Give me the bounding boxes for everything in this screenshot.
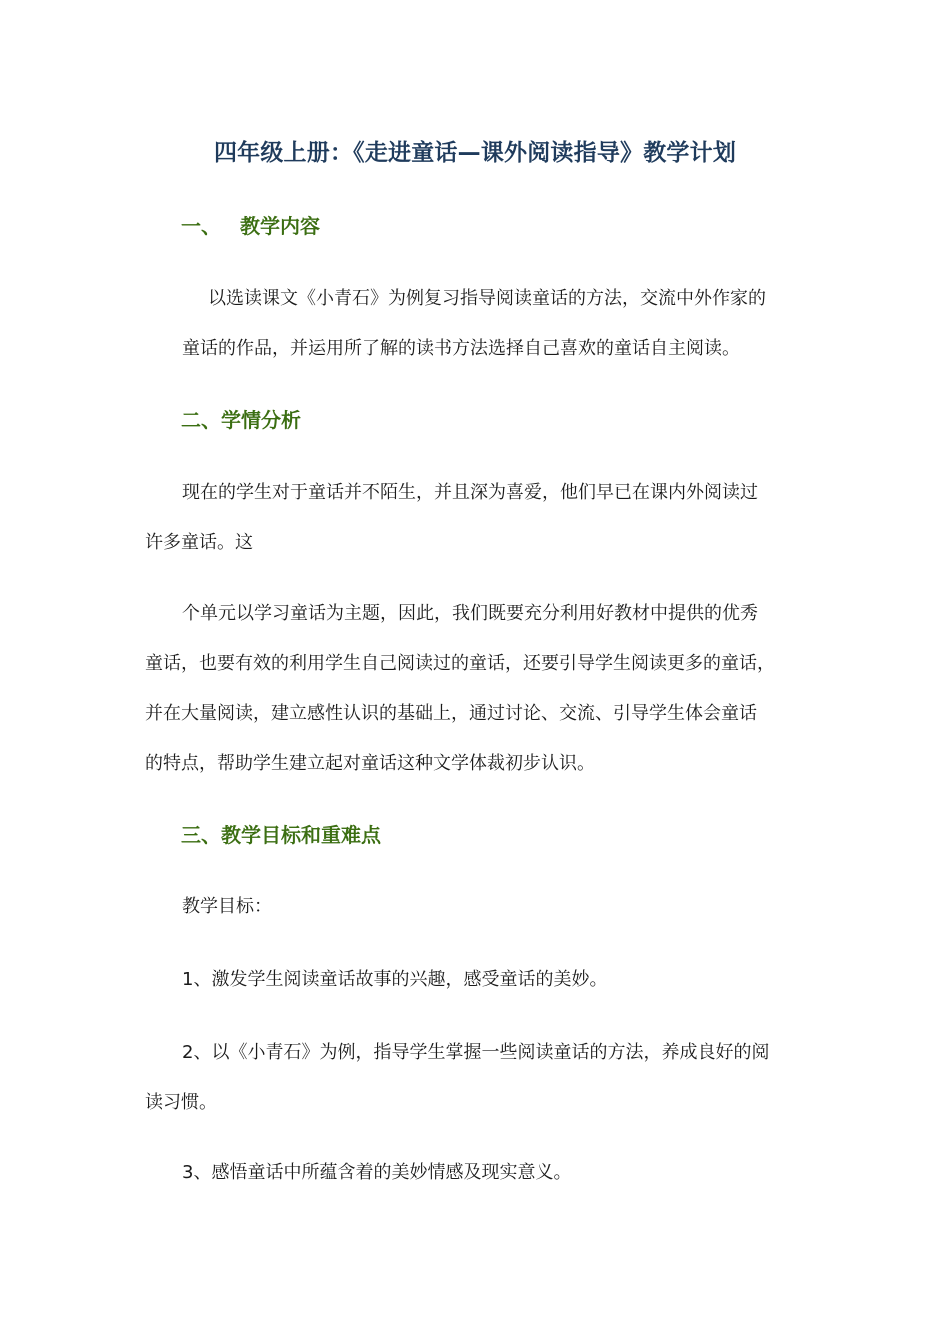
- section-2-para-2-line-1: 个单元以学习童话为主题，因此，我们既要充分利用好教材中提供的优秀: [182, 603, 758, 624]
- section-2-para-2-line-3: 并在大量阅读，建立感性认识的基础上，通过讨论、交流、引导学生体会童话: [145, 703, 757, 724]
- section-2-para-2-line-2: 童话，也要有效的利用学生自己阅读过的童话，还要引导学生阅读更多的童话，: [145, 653, 775, 674]
- section-2-para-1-line-2: 许多童话。这: [145, 532, 253, 553]
- section-1-para-1-line-1: 以选读课文《小青石》为例复习指导阅读童话的方法，交流中外作家的: [208, 288, 766, 309]
- section-2-para-1-line-1: 现在的学生对于童话并不陌生，并且深为喜爱，他们早已在课内外阅读过: [182, 482, 758, 503]
- section-3-goal-2-line-1: 2、以《小青石》为例，指导学生掌握一些阅读童话的方法，养成良好的阅: [182, 1042, 770, 1063]
- section-1-heading: 教学内容: [240, 214, 320, 238]
- section-3-heading: 三、教学目标和重难点: [181, 823, 381, 847]
- section-3-goals-label: 教学目标：: [182, 896, 272, 917]
- section-1-para-1-line-2: 童话的作品，并运用所了解的读书方法选择自己喜欢的童话自主阅读。: [182, 338, 740, 359]
- document-title: 四年级上册：《走进童话—课外阅读指导》教学计划: [213, 140, 737, 166]
- section-3-goal-1: 1、激发学生阅读童话故事的兴趣，感受童话的美妙。: [182, 969, 608, 990]
- section-3-goal-2-line-2: 读习惯。: [145, 1092, 217, 1113]
- section-1-number: 一、: [181, 214, 221, 238]
- section-2-heading: 二、学情分析: [181, 408, 301, 432]
- section-3-goal-3: 3、感悟童话中所蕴含着的美妙情感及现实意义。: [182, 1162, 572, 1183]
- section-2-para-2-line-4: 的特点，帮助学生建立起对童话这种文学体裁初步认识。: [145, 753, 595, 774]
